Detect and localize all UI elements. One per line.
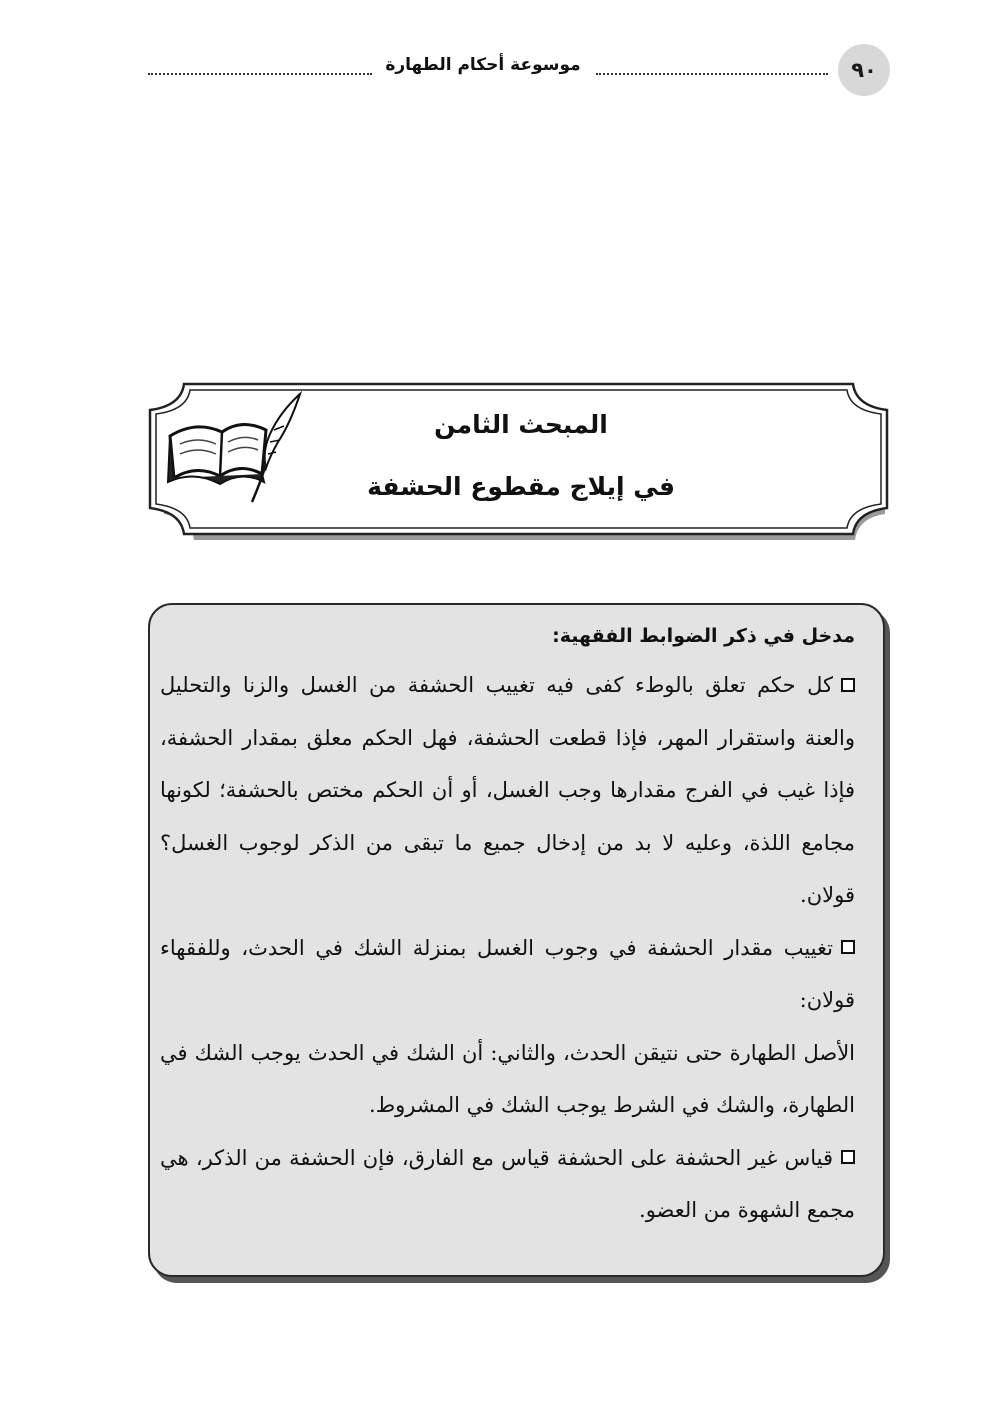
rules-box (148, 603, 885, 1277)
chapter-title: المبحث الثامن (434, 410, 608, 439)
paragraph-3 (160, 1027, 855, 1132)
chapter-subtitle: في إيلاج مقطوع الحشفة (367, 472, 675, 501)
paragraph-2 (160, 922, 855, 1027)
chapter-banner (146, 380, 891, 540)
page-header (148, 44, 890, 96)
dotted-rule-left (148, 73, 372, 75)
paragraph-4 (160, 1132, 855, 1237)
checkbox-bullet-icon (841, 1150, 855, 1164)
checkbox-bullet-icon (841, 940, 855, 954)
paragraph-4-text: قياس غير الحشفة على الحشفة قياس مع الفارق، فإن الحشفة من الذكر، هي مجمع الشهوة من العضو. (160, 1145, 855, 1222)
paragraph-2-text: تغييب مقدار الحشفة في وجوب الغسل بمنزلة الشك في الحدث، وللفقهاء قولان: (160, 935, 855, 1012)
checkbox-bullet-icon (841, 678, 855, 692)
dotted-rule-right (596, 73, 828, 75)
intro-heading: مدخل في ذكر الضوابط الفقهية: (552, 625, 855, 647)
paragraph-3-text: الأصل الطهارة حتى نتيقن الحدث، والثاني: أن الشك في الحدث يوجب الشك في الطهارة، والشك في الشرط يوجب الشك في المشروط. (160, 1040, 855, 1117)
paragraph-1-text: كل حكم تعلق بالوطء كفى فيه تغييب الحشفة من الغسل والزنا والتحليل والعنة واستقرار المهر، فإذا قطعت الحشفة، فهل الحكم معلق بمقدار الحشفة، فإذا غيب في الفرج مقدارها وجب الغسل، أو أن الحكم مختص بالحشفة؛ لكونها مجامع اللذة، وعليه لا بد من إدخال جميع ما تبقى من الذكر لوجوب الغسل؟ قولان. (160, 673, 855, 907)
running-title: موسوعة أحكام الطهارة (385, 55, 581, 75)
paragraph-1 (160, 659, 855, 922)
book-and-quill-icon (166, 390, 306, 506)
page-number: ٩٠ (838, 44, 890, 96)
